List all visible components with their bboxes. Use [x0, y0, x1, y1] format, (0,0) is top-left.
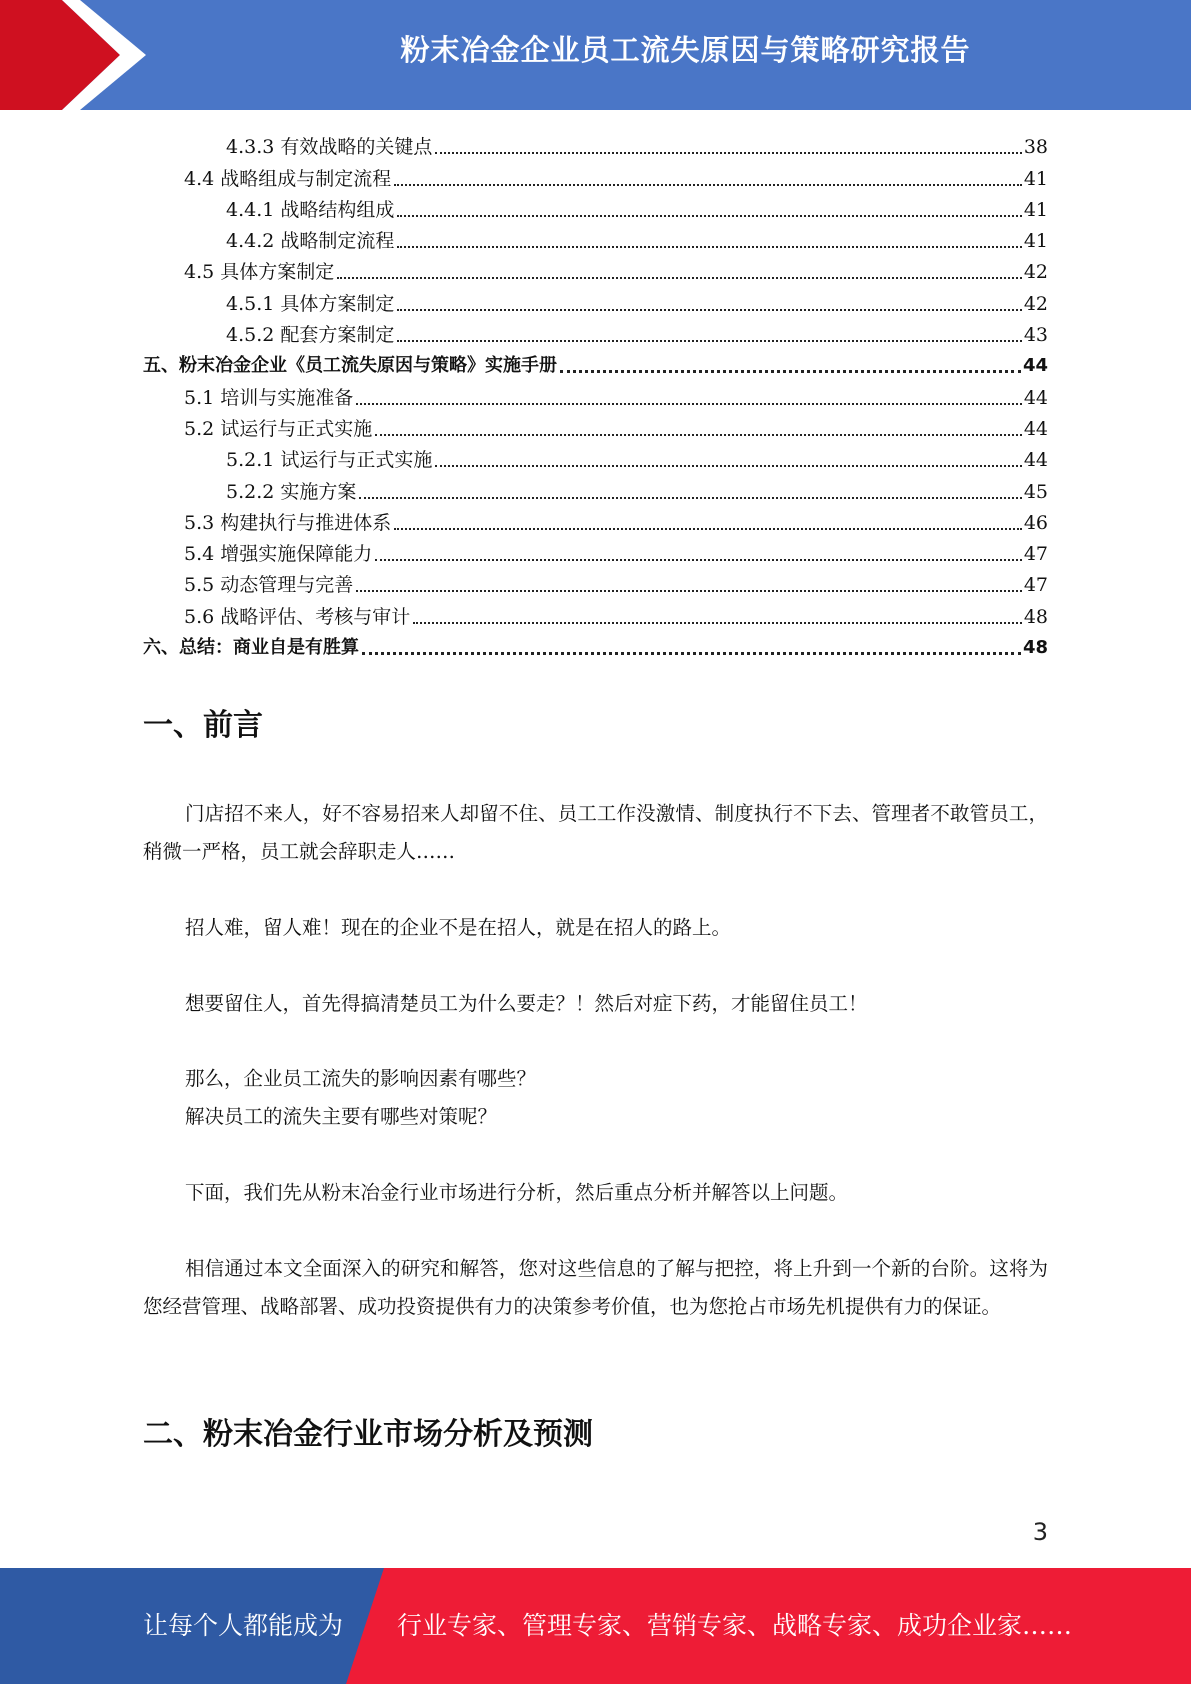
toc-entry-title: 五、粉末冶金企业《员工流失原因与策略》实施手册 [143, 355, 557, 377]
toc-dot-leader [375, 559, 1022, 561]
toc-entry[interactable] [143, 316, 1048, 347]
toc-dot-leader [359, 497, 1021, 499]
toc-entry-title: 5.6 战略评估、考核与审计 [184, 605, 411, 628]
paragraph: 相信通过本文全面深入的研究和解答，您对这些信息的了解与把控，将上升到一个新的台阶。这将为您经营管理、战略部署、成功投资提供有力的决策参考价值，也为您抢占市场先机提供有力的保证。 [143, 1257, 1048, 1318]
toc-page-number: 47 [1023, 543, 1048, 566]
toc-dot-leader [397, 215, 1021, 217]
header-banner [0, 0, 1191, 110]
paragraph: 解决员工的流失主要有哪些对策呢？ [185, 1105, 498, 1128]
toc-entry-title: 4.4.1 战略结构组成 [226, 198, 395, 221]
toc-page-number: 41 [1023, 198, 1048, 221]
toc-page-number: 42 [1023, 261, 1048, 284]
toc-entry-title: 4.3.3 有效战略的关键点 [226, 136, 433, 159]
page-number: 3 [1032, 1518, 1048, 1546]
table-of-contents [143, 128, 1048, 660]
paragraph: 下面，我们先从粉末冶金行业市场进行分析，然后重点分析并解答以上问题。 [185, 1181, 849, 1204]
toc-entry[interactable] [143, 566, 1048, 597]
toc-page-number: 44 [1022, 355, 1048, 377]
toc-page-number: 48 [1022, 637, 1048, 659]
toc-entry-title: 5.1 培训与实施准备 [184, 386, 354, 409]
toc-entry[interactable] [143, 159, 1048, 190]
toc-page-number: 45 [1023, 480, 1048, 503]
toc-entry-title: 4.5.2 配套方案制定 [226, 324, 395, 347]
toc-page-number: 46 [1023, 511, 1048, 534]
toc-dot-leader [397, 246, 1021, 248]
toc-entry-title: 5.4 增强实施保障能力 [184, 543, 373, 566]
toc-dot-leader [435, 152, 1021, 154]
paragraph: 那么，企业员工流失的影响因素有哪些？ [185, 1067, 537, 1090]
toc-entry[interactable] [143, 410, 1048, 441]
toc-entry[interactable] [143, 253, 1048, 284]
toc-entry[interactable] [143, 535, 1048, 566]
footer-slogan-right: 行业专家、管理专家、营销专家、战略专家、成功企业家…… [397, 1611, 1073, 1640]
toc-page-number: 41 [1023, 230, 1048, 253]
toc-entry-title: 5.3 构建执行与推进体系 [184, 511, 392, 534]
toc-chapter-entry[interactable] [143, 347, 1048, 378]
toc-entry[interactable] [143, 284, 1048, 315]
toc-dot-leader [356, 403, 1022, 405]
footer-banner [0, 1568, 1191, 1684]
toc-entry[interactable] [143, 378, 1048, 409]
toc-entry-title: 5.5 动态管理与完善 [184, 574, 354, 597]
header-arrow-decoration [0, 0, 150, 110]
toc-entry-title: 六、总结：商业自是有胜算 [143, 637, 359, 659]
toc-entry[interactable] [143, 191, 1048, 222]
toc-dot-leader [560, 370, 1021, 373]
toc-entry[interactable] [143, 504, 1048, 535]
toc-entry-title: 4.4 战略组成与制定流程 [184, 167, 392, 190]
toc-dot-leader [356, 590, 1022, 592]
toc-dot-leader [397, 340, 1021, 342]
toc-dot-leader [362, 652, 1021, 655]
toc-dot-leader [394, 184, 1022, 186]
toc-entry[interactable] [143, 441, 1048, 472]
toc-dot-leader [394, 528, 1022, 530]
toc-entry-title: 4.5.1 具体方案制定 [226, 292, 395, 315]
toc-entry-title: 5.2 试运行与正式实施 [184, 417, 373, 440]
footer-slogan-left: 让每个人都能成为 [143, 1611, 344, 1640]
toc-page-number: 47 [1023, 574, 1048, 597]
toc-dot-leader [337, 277, 1022, 279]
toc-entry-title: 4.4.2 战略制定流程 [226, 230, 395, 253]
section-heading-preface: 一、前言 [143, 708, 263, 743]
toc-page-number: 42 [1023, 292, 1048, 315]
paragraph: 门店招不来人，好不容易招来人却留不住、员工工作没激情、制度执行不下去、管理者不敢管员工，稍微一严格，员工就会辞职走人…… [143, 802, 1048, 863]
toc-entry[interactable] [143, 597, 1048, 628]
toc-page-number: 38 [1023, 136, 1048, 159]
toc-page-number: 41 [1023, 167, 1048, 190]
toc-page-number: 43 [1023, 324, 1048, 347]
toc-entry-title: 5.2.1 试运行与正式实施 [226, 449, 433, 472]
toc-page-number: 44 [1023, 449, 1048, 472]
toc-entry-title: 5.2.2 实施方案 [226, 480, 357, 503]
toc-entry-title: 4.5 具体方案制定 [184, 261, 335, 284]
toc-dot-leader [397, 309, 1021, 311]
toc-dot-leader [435, 465, 1021, 467]
section-heading-market-analysis: 二、粉末冶金行业市场分析及预测 [143, 1417, 593, 1452]
toc-page-number: 44 [1023, 386, 1048, 409]
toc-page-number: 44 [1023, 417, 1048, 440]
toc-page-number: 48 [1023, 605, 1048, 628]
paragraph: 招人难，留人难！现在的企业不是在招人，就是在招人的路上。 [185, 916, 732, 939]
toc-entry[interactable] [143, 222, 1048, 253]
toc-entry[interactable] [143, 128, 1048, 159]
toc-entry[interactable] [143, 472, 1048, 503]
toc-chapter-entry[interactable] [143, 629, 1048, 660]
document-title: 粉末冶金企业员工流失原因与策略研究报告 [400, 33, 971, 67]
toc-dot-leader [413, 622, 1022, 624]
paragraph: 想要留住人，首先得搞清楚员工为什么要走？！然后对症下药，才能留住员工！ [185, 992, 868, 1015]
toc-dot-leader [375, 434, 1022, 436]
